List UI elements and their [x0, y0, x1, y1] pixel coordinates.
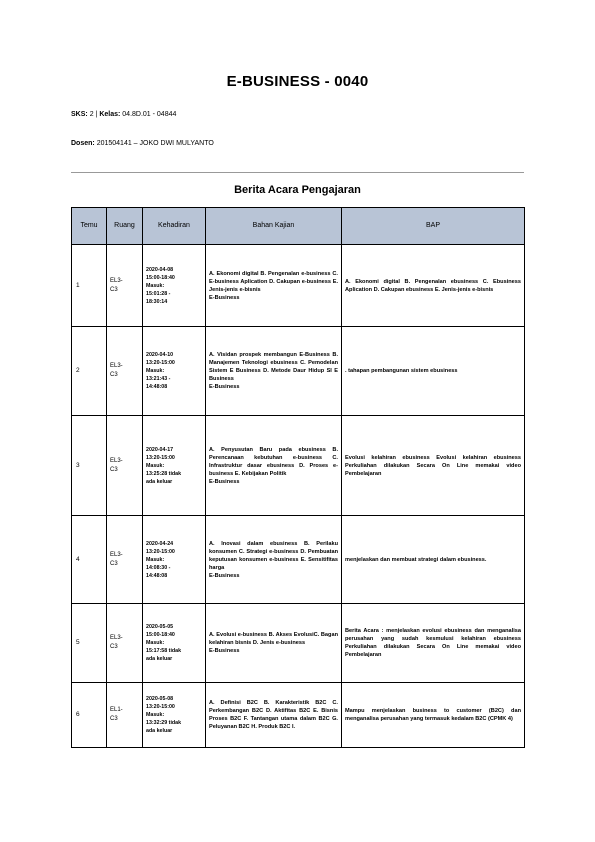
kehadiran-cell: 2020-04-08 15:00-18:40 Masuk: 15:01:28 - 18:30:14 [143, 245, 206, 327]
header-temu: Temu [72, 208, 107, 245]
sks-value: 2 [89, 111, 94, 118]
bap-cell: Mampu menjelaskan business to customer (B2C) dan menganalisa perusahan yang termasuk kedalam B2C (CPMK 4) [342, 683, 525, 748]
temu-cell: 1 [72, 245, 107, 327]
header-ruang: Ruang [107, 208, 143, 245]
header-bap: BAP [342, 208, 525, 245]
table-row [72, 416, 525, 516]
temu-cell: 3 [72, 416, 107, 516]
dosen-value: 201504141 – JOKO DWI MULYANTO [96, 140, 214, 147]
bahan-kajian-cell: A. Ekonomi digital B. Pengenalan e-business C. E-business Aplication D. Cakupan e-business E. Jenis-jenis e-bisnis E-Business [206, 245, 342, 327]
ruang-cell: EL3- C3 [107, 516, 143, 604]
ruang-cell: EL3- C3 [107, 416, 143, 516]
separator: | [95, 111, 100, 118]
bahan-kajian-cell: A. Penyusutan Baru pada ebusiness B. Perencanaan kebutuhan e-business C. Infrastruktur dasar ebusiness D. Proses e-business E. Kebijakan Politik E-Business [206, 416, 342, 516]
ruang-cell: EL3- C3 [107, 327, 143, 416]
bahan-kajian-cell: A. Visidan prospek membangun E-Business B. Manajemen Teknologi ebusiness C. Pemodelan Sistem E Business D. Metode Daur Hidup SI E Business E-Business [206, 327, 342, 416]
temu-cell: 5 [72, 604, 107, 683]
bahan-kajian-cell: A. Inovasi dalam ebusiness B. Perilaku konsumen C. Strategi e-business D. Pembuatan keputusan konsumen e-business E. Sensitifitas harga E-Business [206, 516, 342, 604]
temu-cell: 4 [72, 516, 107, 604]
table-row [72, 516, 525, 604]
bap-cell: menjelaskan dan membuat strategi dalam ebusiness. [342, 516, 525, 604]
sks-label: SKS: [71, 111, 88, 118]
bap-cell: A. Ekonomi digital B. Pengenalan ebusiness C. Ebusiness Aplication D. Cakupan ebusiness E. Jenis-jenis e-bisnis [342, 245, 525, 327]
table-header-row [72, 208, 525, 245]
ruang-cell: EL3- C3 [107, 245, 143, 327]
bap-cell: Evolusi kelahiran ebusiness Evolusi kelahiran ebusiness Perkuliahan dilakukan Secara On Line memakai video Pembelajaran [342, 416, 525, 516]
temu-cell: 2 [72, 327, 107, 416]
bap-cell: . tahapan pembangunan sistem ebusiness [342, 327, 525, 416]
header-kehadiran: Kehadiran [143, 208, 206, 245]
bap-cell: Berita Acara : menjelaskan evolusi ebusiness dan menganalisa perusahan yang sudah kesmulusi kelahiran ebusiness Perkuliahan dilakukan Secara On Line memakai video Pembelajaran [342, 604, 525, 683]
kelas-value: 04.8D.01 - 04844 [122, 111, 177, 118]
page-title: E-BUSINESS - 0040 [226, 73, 369, 90]
kehadiran-cell: 2020-04-24 13:20-15:00 Masuk: 14:08:30 - 14:48:08 [143, 516, 206, 604]
table-row [72, 245, 525, 327]
kehadiran-cell: 2020-04-17 13:20-15:00 Masuk: 13:25:28 tidak ada keluar [143, 416, 206, 516]
temu-cell: 6 [72, 683, 107, 748]
kehadiran-cell: 2020-05-08 13:20-15:00 Masuk: 13:32:29 tidak ada keluar [143, 683, 206, 748]
kelas-label: Kelas: [99, 111, 121, 118]
course-meta [71, 111, 176, 118]
dosen-label: Dosen: [71, 140, 95, 147]
ruang-cell: EL3- C3 [107, 604, 143, 683]
table-row [72, 604, 525, 683]
bahan-kajian-cell: A. Evolusi e-business B. Akses EvolusiC. Bagan kelahiran bisnis D. Jenis e-business E-Business [206, 604, 342, 683]
divider [71, 172, 524, 173]
section-title: Berita Acara Pengajaran [234, 184, 361, 196]
lecturer-meta [71, 140, 214, 147]
teaching-record-table [71, 207, 525, 748]
ruang-cell: EL1- C3 [107, 683, 143, 748]
bahan-kajian-cell: A. Definisi B2C B. Karakteristik B2C C. Perkembangan B2C D. Aktifitas B2C E. Bisnis Proses B2C F. Tantangan utama dalam B2C G. Peluyanan B2C H. Produk B2C I. [206, 683, 342, 748]
kehadiran-cell: 2020-05-05 15:00-18:40 Masuk: 15:17:58 tidak ada keluar [143, 604, 206, 683]
header-bahan-kajian: Bahan Kajian [206, 208, 342, 245]
table-row [72, 683, 525, 748]
table-row [72, 327, 525, 416]
kehadiran-cell: 2020-04-10 13:20-15:00 Masuk: 13:21:43 - 14:48:08 [143, 327, 206, 416]
